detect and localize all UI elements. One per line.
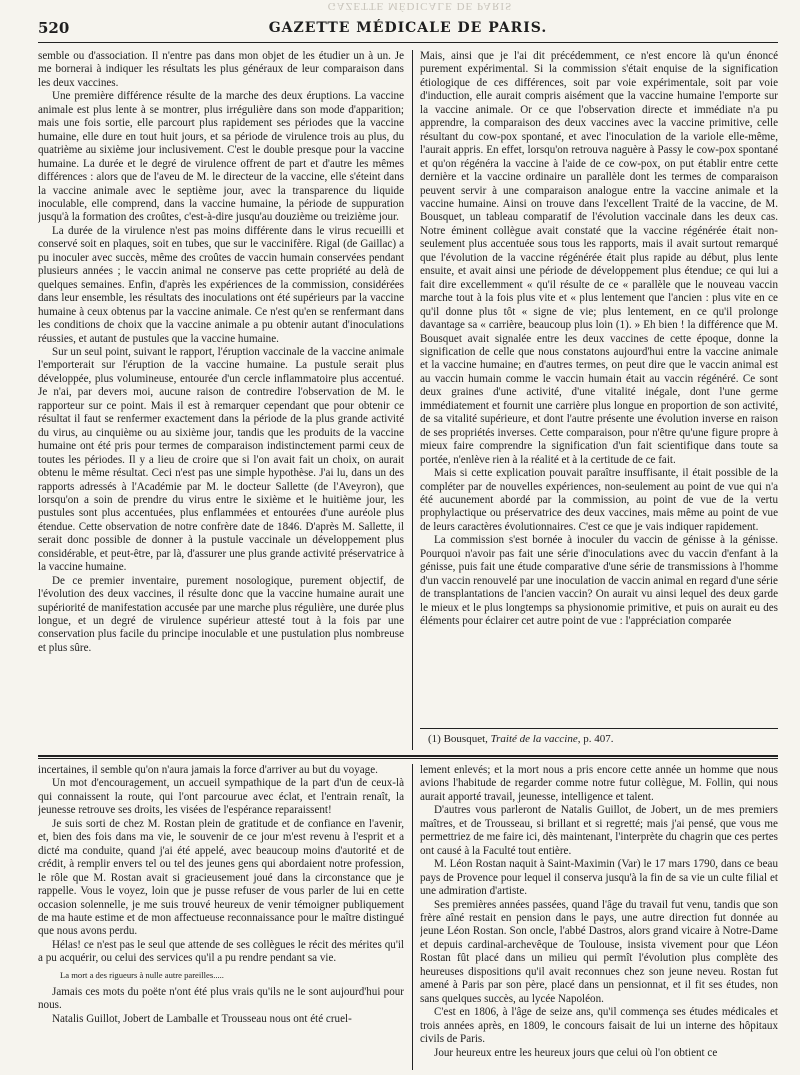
lower-left-column (38, 764, 404, 1070)
paragraph: C'est en 1806, à l'âge de seize ans, qu'il commença ses études médicales et trois années après, en 1809, le concours faisait de lui un interne des hôpitaux civils de Paris. (420, 1006, 778, 1046)
footnote-book-title: Traité de la vaccine (490, 733, 578, 745)
paragraph: Hélas! ce n'est pas le seul que attende de ses collègues le récit des mérites qu'il a pu acquérir, ou celui des services qu'il a pu rendre pendant sa vie. (38, 938, 404, 965)
paragraph: Mais si cette explication pouvait paraître insuffisante, il était possible de la compléter par de nouvelles expériences, non-seulement au point de vue qui n'a été aucunement abordé par la commission, au point de vue de la vertu prophylactique ou préservatrice des deux vaccines, mais même au point de vue de leurs caractères évolutionnaires. C'est ce que je vais indiquer rapidement. (420, 467, 778, 533)
column-divider-lower (412, 764, 413, 1070)
footnote-rule (420, 728, 778, 729)
upper-right-column (420, 50, 778, 726)
paragraph: Jour heureux entre les heureux jours que celui où l'on obtient ce (434, 1046, 718, 1059)
section-rule-bottom (38, 758, 778, 759)
footnote (428, 733, 768, 745)
paragraph: De ce premier inventaire, purement nosologique, purement objectif, de l'évolution des deux vaccines, il résulte donc que la vaccine humaine aurait une supériorité de manifestation accusée par une marche plus régulière, une durée plus longue, et un degré de virulence supérieur attesté tout à la fois par une conservation plus facile du principe inoculable et une pustulation plus nombreuse et plus sûre. (38, 574, 404, 654)
paragraph: incertaines, il semble qu'on n'aura jamais la force d'arriver au but du voyage. (38, 764, 378, 776)
paragraph: lement enlevés; et la mort nous a pris encore cette année un homme que nous avions l'habitude de regarder comme notre futur collègue, M. Follin, qui nous aurait apporté travail, jeunesse, intelligence et talent. (420, 764, 778, 803)
header-rule (38, 42, 778, 43)
paragraph: Natalis Guillot, Jobert de Lamballe et Trousseau nous ont été cruel- (52, 1012, 352, 1025)
paragraph: Un mot d'encouragement, un accueil sympathique de la part d'un de ceux-là qui connaissent la route, qui l'ont parcourue avec éclat, et l'entrain renaît, la jeunesse retrouve ses droits, les visées de l'espérance reparaissent! (38, 777, 404, 817)
paragraph: La commission s'est bornée à inoculer du vaccin de génisse à la génisse. Pourquoi n'avoir pas fait une série d'inoculations avec du vaccin d'enfant à la génisse, puis fait une étude comparative d'une série de transmissions à l'homme d'un vaccin renouvelé par une inoculation de vaccin animal en regard d'une série de transplantations de l'ancien vaccin? On aurait vu ainsi lequel des deux garde le mieux et le plus longtemps sa physionomie primitive, et puis on aurait eu des éléments pour éclairer cet autre point de vue : l'appréciation comparée (420, 534, 778, 628)
paragraph: Mais, ainsi que je l'ai dit précédemment, ce n'est encore là qu'un énoncé purement expérimental. Si la commission s'était enquise de la signification étiologique de ces différences, soit par voie expérimentale, soit par voie d'induction, elle aurait compris aisément que la vaccine humaine l'emporte sur la vaccine animale. Or ce que l'observation directe et immédiate n'a pu apprendre, la comparaison des deux vaccines avec la vaccine primitive, celle résultant du cow-pox spontané, et avec l'inoculation de la variole elle-même, l'aurait appris. En effet, lorsqu'on retrouva naguère à Passy le cow-pox spontané et qu'on régénéra la vaccine à l'aide de ce cow-pox, on put établir entre cette dernière et la vaccine ordinaire un parallèle dont les termes de comparaison peuvent servir à une comparaison analogue entre la vaccine animale et la vaccine humaine. Ainsi on trouve dans l'excellent Traité de la vaccine, de M. Bousquet, un tableau comparatif de l'évolution vaccinale dans les deux cas. Notre éminent collègue avait constaté que la vaccine régénérée était non-seulement plus accentuée sous tous les rapports, mais il avait surtout remarqué que l'évolution de la vaccine régénérée était plus rapide au début, plus lente ensuite, et avait ainsi une période de développement plus étendue; ce qui lui a fait dire excellemment « qu'il résulte de ce « parallèle que le nouveau vaccin marche tout à la fois plus vite et « plus lentement que l'ancien : plus vite en ce qu'il donne plus tôt « signe de vie; plus lentement, en ce qu'il prolonge davantage sa « carrière, beaucoup plus loin (1). » Eh bien ! la différence que M. Bousquet avait signalée entre les deux vaccines de cette époque, donne la signification de celle que nous constatons aujourd'hui entre la vaccine animale et la vaccine humaine; en d'autres termes, on peut dire que le vaccin animal est au vaccin humain comme le vaccin humain était au vaccin régénéré. Ce sont deux graines d'une activité, d'une vitalité inégale, dont l'une germe immédiatement et fournit une carrière plus longue en proportion de son activité, de sa vitalité supérieure, et dont l'autre présente une évolution inverse en raison de ses propriétés inverses. Cette comparaison, pour n'être qu'une figure propre à mieux faire comprendre la signification d'un fait scientifique dans toute sa portée, n'enlève rien à la réalité et à la certitude de ce fait. (420, 50, 778, 466)
paragraph: M. Léon Rostan naquit à Saint-Maximin (Var) le 17 mars 1790, dans ce beau pays de Provence pour lequel il conserva jusqu'à la fin de sa vie un culte filial et une admiration d'artiste. (420, 858, 778, 898)
poem-quote: La mort a des rigueurs à nulle autre pareilles..... (60, 969, 224, 980)
footnote-page: , p. 407. (577, 733, 614, 745)
column-divider-upper (412, 50, 413, 750)
paragraph: D'autres vous parleront de Natalis Guillot, de Jobert, un de mes premiers maîtres, et de Trousseau, si brillant et si regretté; mais j'ai pensé, que vous me permettriez de me faire ici, dès maintenant, l'interprète du chagrin que ces pertes ont causé à la Faculté tout entière. (420, 804, 778, 857)
paragraph: Sur un seul point, suivant le rapport, l'éruption vaccinale de la vaccine animale l'emporterait sur l'éruption de la vaccine humaine. La pustule serait plus développée, plus volumineuse, entourée d'un cercle inflammatoire plus accentué. Je n'ai, par devers moi, aucune raison de contredire l'observation de M. le rapporteur sur ce point. Mais il est à remarquer cependant que pour obtenir ce résultat il faut se renfermer exactement dans la période de la plus grande activité du virus, au cinquième ou au sixième jour, tandis que les produits de la vaccine humaine ont été pris pour termes de comparaison indistinctement parmi ceux de toutes les périodes. Il y a lieu de croire que si l'on avait fait un choix, on aurait obtenu le même résultat. Ceci n'est pas une simple hypothèse. J'ai lu, dans un des rapports adressés à l'Académie par M. le docteur Sallette (de l'Aveyron), que lorsqu'on a soin de prendre du virus entre le sixième et le huitième jour, les pustules sont plus accentuées, plus enflammées et entourées d'une auréole plus étendue. Cette observation de notre confrère date de 1846. D'après M. Sallette, il serait donc possible de donner à la pustule vaccinale un développement plus considérable, et peut-être, par là, d'assurer une plus grande activité préservatrice à la vaccine humaine. (38, 345, 404, 574)
paragraph: La durée de la virulence n'est pas moins différente dans le virus recueilli et conservé soit en plaques, soit en tubes, que sur le vaccinifère. Rigal (de Gaillac) a pu inoculer avec succès, même des croûtes de vaccin humain conservées pendant plusieurs années ; le vaccin animal ne conserve pas cette propriété au delà de quelques semaines. Enfin, d'après les expériences de la commission, considérées dans leur ensemble, les résultats des inoculations ont été supérieurs par la vaccine humaine à ceux obtenus par la vaccine animale. Ce n'est qu'en se renfermant dans les conditions de choix que la vaccine animale a pu obtenir autant d'inoculations réussies, et autant de pustules que la vaccine humaine. (38, 224, 404, 345)
page-header (38, 19, 778, 39)
paragraph: Ses premières années passées, quand l'âge du travail fut venu, tandis que son frère aîné restait en pension dans le pays, une autre direction fut donnée au jeune Léon Rostan. Son oncle, l'abbé Dastros, alors grand vicaire à Notre-Dame et depuis cardinal-archevêque de Toulouse, insista vivement pour que Léon Rostan fût placé dans un milieu qui permît l'évolution plus complète des heureuses dispositions qu'il avait reconnues chez son jeune neveu. Rostan fut amené à Paris par son père, placé dans un pensionnat, et il fit ses études, non sans quelques succès, au lycée Napoléon. (420, 898, 778, 1005)
running-title: GAZETTE MÉDICALE DE PARIS. (268, 20, 548, 36)
page-number: 520 (38, 19, 70, 37)
paragraph: Jamais ces mots du poëte n'ont été plus vrais qu'ils ne le sont aujourd'hui pour nous. (38, 985, 404, 1012)
upper-left-column (38, 50, 404, 740)
section-rule-top (38, 755, 778, 757)
paragraph: semble ou d'association. Il n'entre pas dans mon objet de les étudier un à un. Je me bornerai à indiquer les résultats les plus généraux de leur comparaison dans les deux vaccines. (38, 50, 404, 89)
lower-right-column (420, 764, 778, 1070)
bleed-through-title: GAZETTE MÉDICALE DE PARIS (327, 0, 513, 12)
footnote-text: (1) Bousquet, (428, 733, 491, 745)
paragraph: Je suis sorti de chez M. Rostan plein de gratitude et de confiance en l'avenir, et, bien des fois dans ma vie, le souvenir de ce jour m'est revenu à l'esprit et a dicté ma conduite, quand j'ai été appelé, avec beaucoup moins d'autorité et de crédit, à remplir envers tel ou tel des jeunes gens qui abordaient notre profession, le rôle que M. Rostan avait si gracieusement joué dans la circonstance que je rappelle. Vous le voyez, loin que je pusse refuser de vous parler de lui en cette occasion solennelle, je me suis trouvé heureux de venir témoigner publiquement de ma haute estime et de mon affectueuse reconnaissance pour le maître distingué que nous avons perdu. (38, 817, 404, 938)
paragraph: Une première différence résulte de la marche des deux éruptions. La vaccine animale est plus lente à se montrer, plus irrégulière dans son mode d'apparition; mais une fois sortie, elle parcourt plus rapidement ses périodes que la vaccine humaine, elle dure en tout huit jours, et sa période de virulence trois au plus, du quatrième au sixième jour inclusivement. C'est le double presque pour la vaccine humaine. La durée et le degré de virulence offrent de part et d'autre les mêmes différences : alors que de l'aveu de M. le directeur de la vaccine, elle s'éteint dans la vaccine animale avec le septième jour, avec la transparence du liquide inoculable, elle comprend, dans la vaccine humaine, la période de suppuration jusqu'à la formation des croûtes, c'est-à-dire jusqu'au douzième ou treizième jour. (38, 90, 404, 224)
